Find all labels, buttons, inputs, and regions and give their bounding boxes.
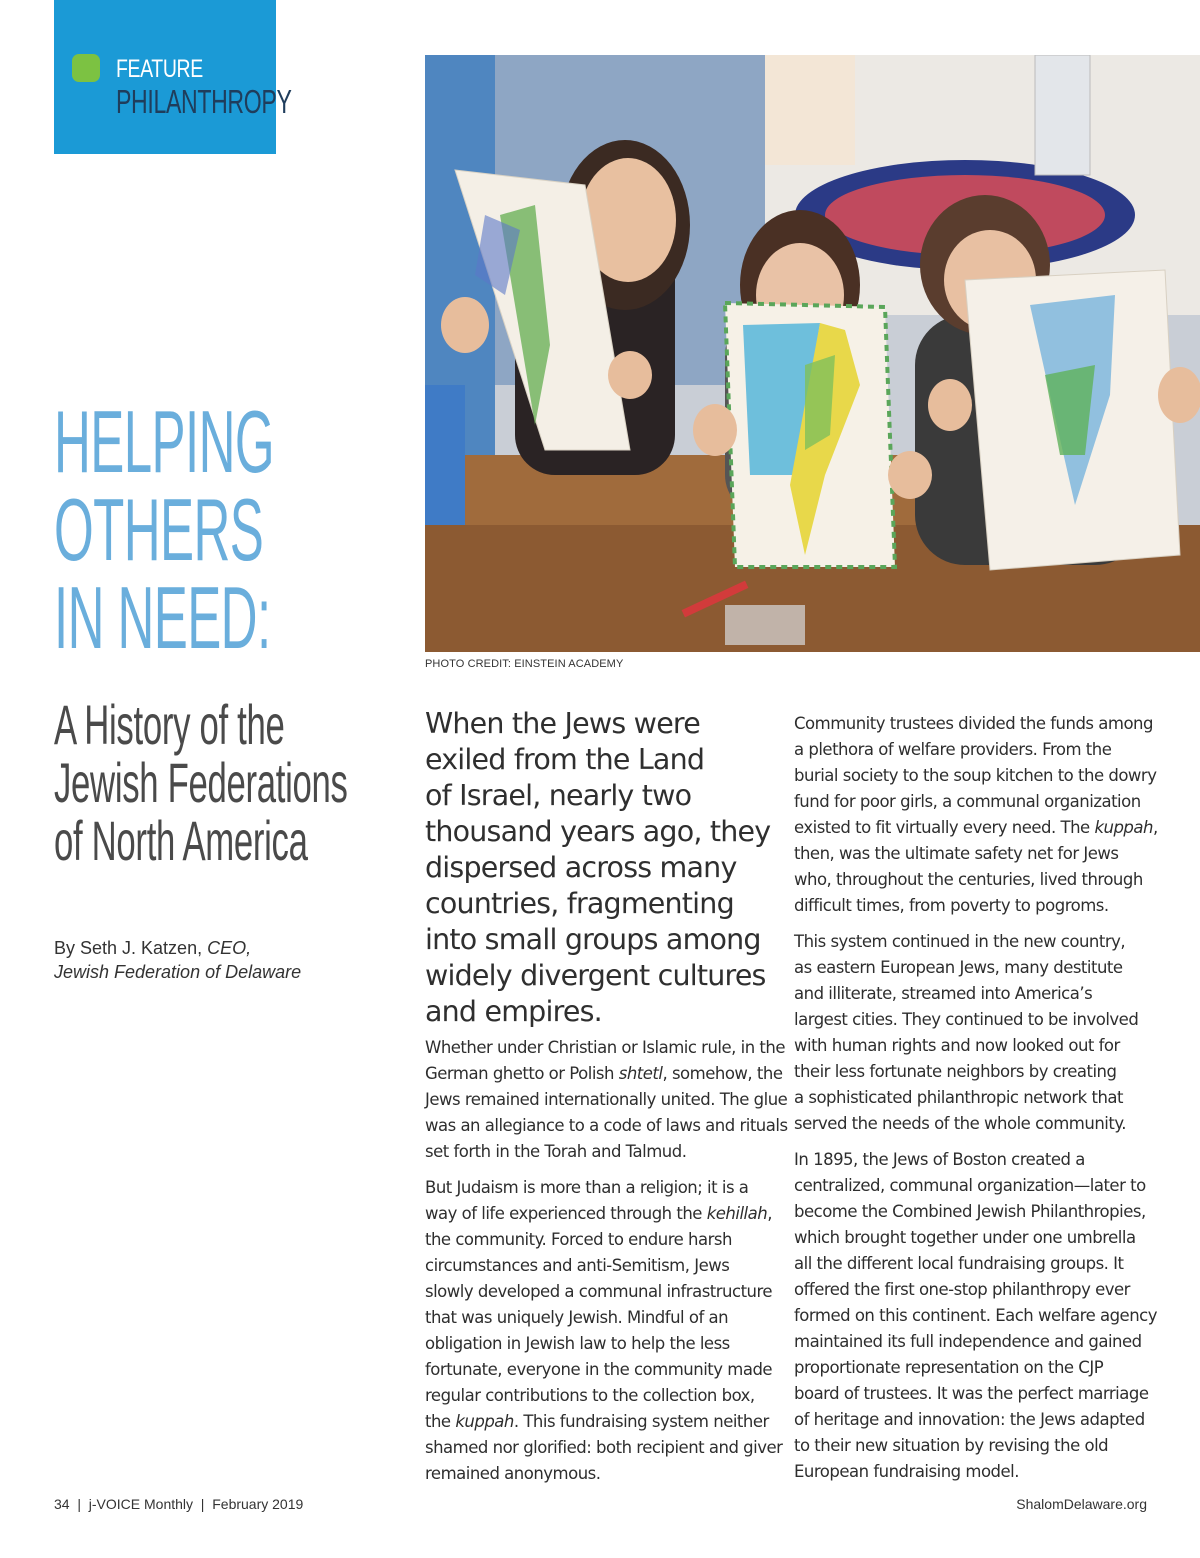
body-line: offered the first one-stop philanthropy ever (794, 1280, 1130, 1299)
body-line: existed to fit virtually every need. The kuppah, (794, 818, 1158, 837)
body-line: their less fortunate neighbors by creating (794, 1062, 1117, 1081)
body-line: of heritage and innovation: the Jews adapted (794, 1410, 1145, 1429)
body-line: German ghetto or Polish shtetl, somehow, the (425, 1064, 783, 1083)
byline-author: By Seth J. Katzen, (54, 938, 203, 958)
byline-organization: Jewish Federation of Delaware (54, 962, 302, 982)
headline (54, 392, 433, 667)
tag-square-icon (72, 54, 100, 82)
body-line: as eastern European Jews, many destitute (794, 958, 1123, 977)
subheadline-line: of North America (54, 809, 308, 872)
body-line: served the needs of the whole community. (794, 1114, 1127, 1133)
body-line: burial society to the soup kitchen to the dowry (794, 766, 1157, 785)
body-line: with human rights and now looked out for (794, 1036, 1120, 1055)
body-line: In 1895, the Jews of Boston created a (794, 1150, 1085, 1169)
footer-website: ShalomDelaware.org (1016, 1496, 1147, 1512)
body-line: Jews remained internationally united. The glue (425, 1090, 788, 1109)
body-line: to their new situation by revising the old (794, 1436, 1109, 1455)
lead-line: into small groups among (425, 923, 761, 956)
body-line: the community. Forced to endure harsh (425, 1230, 732, 1249)
body-line: was an allegiance to a code of laws and rituals (425, 1116, 788, 1135)
byline-role: CEO, (207, 938, 252, 958)
body-paragraph (794, 1147, 1158, 1485)
body-line: Whether under Christian or Islamic rule, in the (425, 1038, 785, 1057)
lead-line: exiled from the Land (425, 743, 705, 776)
headline-line: IN NEED: (54, 568, 271, 667)
body-line: This system continued in the new country, (794, 932, 1126, 951)
lead-line: countries, fragmenting (425, 887, 734, 920)
body-line: who, throughout the centuries, lived through (794, 870, 1143, 889)
body-line: largest cities. They continued to be involved (794, 1010, 1139, 1029)
body-line: set forth in the Torah and Talmud. (425, 1142, 687, 1161)
body-line: a plethora of welfare providers. From the (794, 740, 1112, 759)
body-line: a sophisticated philanthropic network that (794, 1088, 1123, 1107)
body-line: But Judaism is more than a religion; it is a (425, 1178, 749, 1197)
photo-credit: PHOTO CREDIT: EINSTEIN ACADEMY (425, 658, 624, 670)
lead-paragraph (425, 706, 775, 1030)
body-line: which brought together under one umbrella (794, 1228, 1136, 1247)
body-line: formed on this continent. Each welfare agency (794, 1306, 1158, 1325)
lead-line: When the Jews were (425, 707, 700, 740)
body-line: European fundraising model. (794, 1462, 1019, 1481)
body-line: fund for poor girls, a communal organization (794, 792, 1141, 811)
section-tag (54, 0, 292, 154)
footer-folio: 34 | j-VOICE Monthly | February 2019 (54, 1496, 304, 1512)
body-paragraph (425, 1035, 788, 1165)
body-line: all the different local fundraising groups. It (794, 1254, 1124, 1273)
body-line: board of trustees. It was the perfect marriage (794, 1384, 1149, 1403)
body-line: way of life experienced through the kehillah, (425, 1204, 772, 1223)
body-line: shamed nor glorified: both recipient and giver (425, 1438, 783, 1457)
subheadline-line: A History of the (54, 693, 285, 756)
lead-line: thousand years ago, they (425, 815, 771, 848)
tag-section-name: PHILANTHROPY (116, 83, 292, 120)
body-paragraph (794, 711, 1158, 919)
body-paragraph (425, 1175, 783, 1487)
lead-line: dispersed across many (425, 851, 737, 884)
body-paragraph (794, 929, 1154, 1137)
body-line: slowly developed a communal infrastructure (425, 1282, 773, 1301)
body-line: then, was the ultimate safety net for Jews (794, 844, 1119, 863)
body-column-2 (794, 711, 1158, 1495)
body-line: become the Combined Jewish Philanthropies, (794, 1202, 1146, 1221)
issue-date: February 2019 (212, 1496, 304, 1512)
body-line: obligation in Jewish law to help the less (425, 1334, 730, 1353)
body-line: circumstances and anti-Semitism, Jews (425, 1256, 730, 1275)
subheadline-line: Jewish Federations (54, 751, 348, 814)
body-line: and illiterate, streamed into America’s (794, 984, 1093, 1003)
body-line: difficult times, from poverty to pogroms. (794, 896, 1109, 915)
body-column-1 (425, 1035, 788, 1497)
body-line: proportionate representation on the CJP (794, 1358, 1104, 1377)
feature-photo (425, 55, 1200, 652)
body-line: Community trustees divided the funds among (794, 714, 1153, 733)
page-number: 34 (54, 1496, 70, 1512)
body-line: centralized, communal organization—later to (794, 1176, 1146, 1195)
tag-label: FEATURE (116, 55, 203, 83)
lead-line: of Israel, nearly two (425, 779, 692, 812)
headline-line: HELPING (54, 392, 275, 491)
body-line: that was uniquely Jewish. Mindful of an (425, 1308, 729, 1327)
body-line: the kuppah. This fundraising system neither (425, 1412, 769, 1431)
body-line: remained anonymous. (425, 1464, 601, 1483)
body-line: fortunate, everyone in the community made (425, 1360, 773, 1379)
lead-line: and empires. (425, 995, 602, 1028)
headline-line: OTHERS (54, 480, 264, 579)
lead-line: widely divergent cultures (425, 959, 766, 992)
publication-name: j-VOICE Monthly (88, 1496, 194, 1512)
byline (54, 936, 301, 984)
body-line: maintained its full independence and gained (794, 1332, 1142, 1351)
body-line: regular contributions to the collection box, (425, 1386, 755, 1405)
